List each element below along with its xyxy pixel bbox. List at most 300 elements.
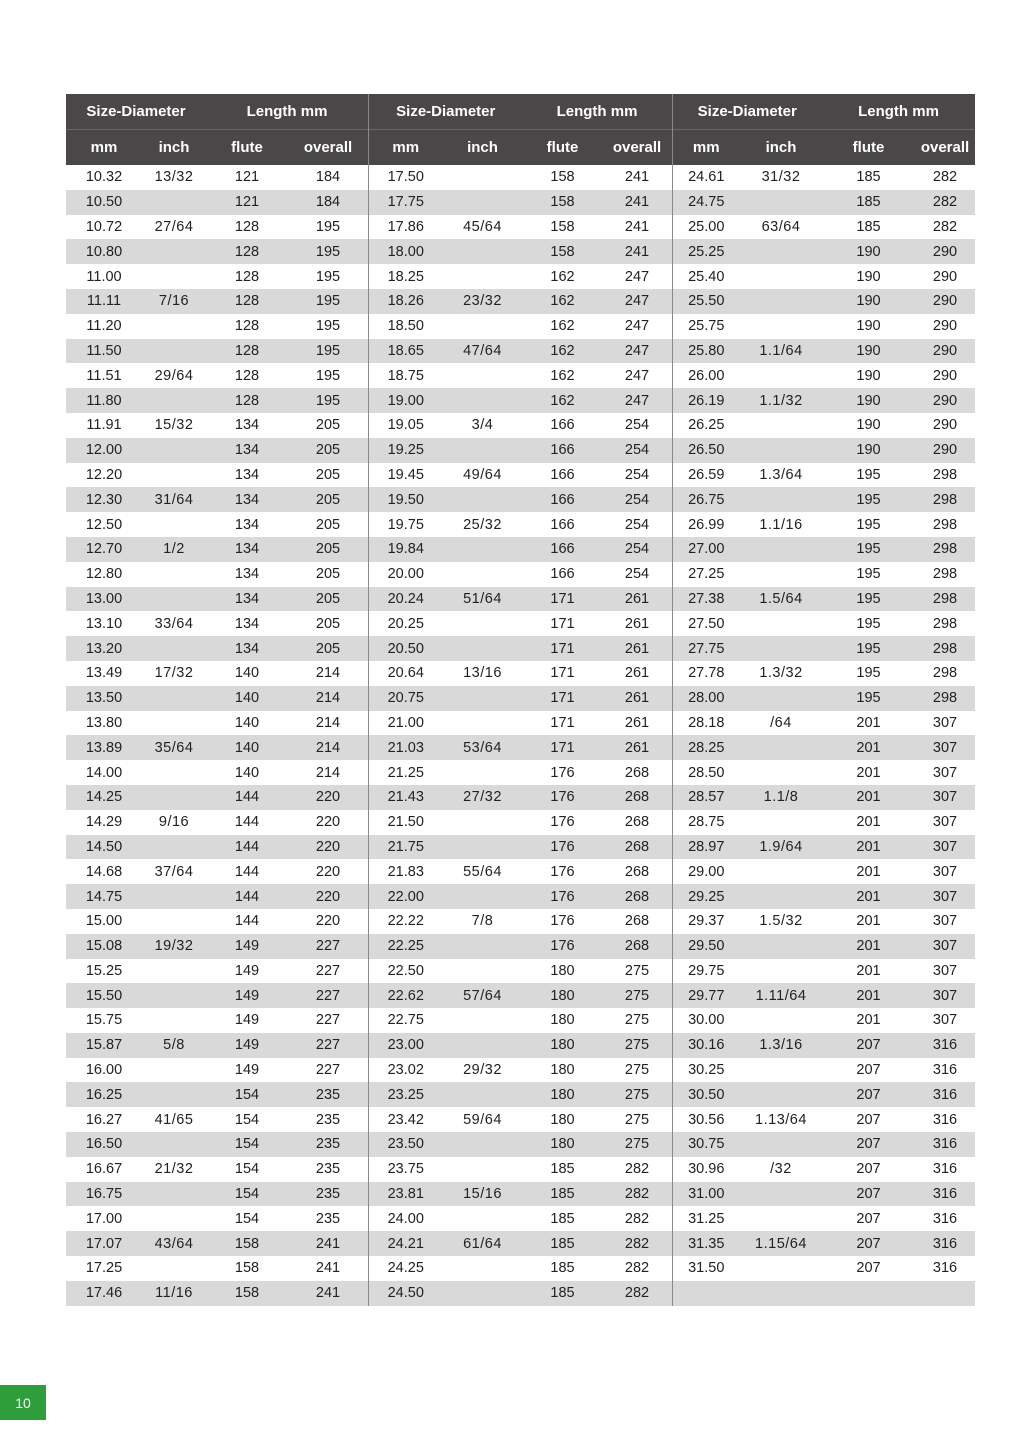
mm-cell: 19.75 <box>369 512 443 537</box>
overall-cell: 290 <box>915 388 975 413</box>
mm-cell: 24.25 <box>369 1256 443 1281</box>
mm-cell: 20.50 <box>369 636 443 661</box>
flute-cell: 180 <box>550 1062 575 1079</box>
mm-cell: 26.00 <box>672 363 740 388</box>
table-row <box>66 264 368 289</box>
inch-cell <box>740 934 822 959</box>
overall-cell: 298 <box>932 516 958 533</box>
inch-cell: 15/16 <box>443 1182 523 1207</box>
mm-cell: 25.80 <box>672 339 740 364</box>
overall-cell: 205 <box>288 438 368 463</box>
overall-cell: 235 <box>288 1082 368 1107</box>
overall-cell: 195 <box>288 239 368 264</box>
mm-cell <box>672 1281 740 1306</box>
mm-cell: 13.50 <box>66 686 142 711</box>
overall-cell: 307 <box>915 785 975 810</box>
overall-cell: 214 <box>315 764 341 781</box>
flute-cell: 185 <box>550 1210 575 1227</box>
inch-cell: 1.15/64 <box>740 1231 822 1256</box>
inch-cell: 1.3/32 <box>759 665 803 682</box>
table-row <box>369 1082 672 1107</box>
table-row <box>672 413 975 438</box>
table-row <box>672 512 975 537</box>
flute-cell: 176 <box>550 814 575 831</box>
inch-cell: 1.1/32 <box>740 388 822 413</box>
table-row <box>369 934 672 959</box>
flute-cell: 128 <box>206 388 288 413</box>
mm-cell: 18.00 <box>369 239 443 264</box>
table-row <box>672 884 975 909</box>
inch-cell: 7/8 <box>471 913 494 930</box>
overall-cell: 268 <box>624 913 650 930</box>
size-table-2 <box>368 94 672 1306</box>
inch-cell <box>443 239 523 264</box>
inch-cell: 21/32 <box>154 1161 194 1178</box>
flute-cell: 158 <box>234 1260 260 1277</box>
table-row <box>369 413 672 438</box>
flute-cell: 207 <box>856 1210 881 1227</box>
flute-cell: 176 <box>550 863 575 880</box>
flute-cell: 154 <box>234 1111 260 1128</box>
overall-cell: 316 <box>915 1082 975 1107</box>
overall-cell: 290 <box>932 417 958 434</box>
mm-cell: 10.32 <box>85 169 123 186</box>
mm-cell: 23.25 <box>369 1082 443 1107</box>
inch-cell <box>142 785 206 810</box>
overall-cell: 195 <box>288 388 368 413</box>
inch-cell <box>443 1157 523 1182</box>
mm-cell: 26.99 <box>672 512 740 537</box>
table-row <box>369 835 672 860</box>
table-row <box>369 1058 672 1083</box>
mm-cell: 20.24 <box>369 587 443 612</box>
mm-cell: 24.00 <box>369 1206 443 1231</box>
flute-cell: 149 <box>206 934 288 959</box>
table-row <box>66 711 368 736</box>
overall-cell: 254 <box>603 438 672 463</box>
flute-cell: 176 <box>523 835 603 860</box>
mm-cell: 13.89 <box>66 735 142 760</box>
table-row <box>672 909 975 934</box>
mm-cell: 30.25 <box>672 1058 740 1083</box>
flute-cell <box>822 1281 915 1306</box>
table-row <box>66 611 368 636</box>
flute-cell: 185 <box>523 1182 603 1207</box>
inch-cell: 1.3/64 <box>759 466 803 483</box>
table-row <box>66 909 368 934</box>
mm-cell: 14.29 <box>85 814 123 831</box>
flute-cell: 185 <box>523 1281 603 1306</box>
table-row <box>369 388 672 413</box>
table-row <box>369 1132 672 1157</box>
overall-cell: 275 <box>624 1012 650 1029</box>
table-row <box>672 959 975 984</box>
table-row <box>369 785 672 810</box>
mm-cell: 27.75 <box>672 636 740 661</box>
flute-cell: 195 <box>822 587 915 612</box>
overall-cell: 261 <box>603 587 672 612</box>
table-row <box>66 1206 368 1231</box>
flute-cell: 207 <box>822 1132 915 1157</box>
overall-cell: 254 <box>603 487 672 512</box>
size-table-1 <box>66 94 368 1306</box>
inch-cell <box>443 1281 523 1306</box>
overall-cell: 254 <box>624 566 650 583</box>
flute-cell: 140 <box>206 735 288 760</box>
flute-cell: 128 <box>234 218 260 235</box>
flute-cell: 195 <box>822 686 915 711</box>
overall-cell: 282 <box>624 1161 650 1178</box>
flute-cell: 154 <box>234 1161 260 1178</box>
flute-cell: 166 <box>523 487 603 512</box>
inch-cell <box>142 835 206 860</box>
mm-cell: 30.50 <box>672 1082 740 1107</box>
overall-cell: 220 <box>288 835 368 860</box>
table-row <box>66 314 368 339</box>
mm-cell: 22.25 <box>369 934 443 959</box>
inch-cell <box>443 884 523 909</box>
flute-cell: 149 <box>206 983 288 1008</box>
table-row <box>369 289 672 314</box>
inch-cell <box>740 636 822 661</box>
mm-cell: 24.61 <box>672 165 740 190</box>
table-row <box>66 1231 368 1256</box>
mm-cell: 23.81 <box>369 1182 443 1207</box>
table-row <box>369 587 672 612</box>
inch-cell <box>142 711 206 736</box>
overall-cell: 316 <box>932 1062 958 1079</box>
inch-cell: 35/64 <box>142 735 206 760</box>
overall-cell: 290 <box>915 289 975 314</box>
flute-cell: 162 <box>523 339 603 364</box>
flute-cell: 166 <box>550 417 575 434</box>
inch-cell: 53/64 <box>443 735 523 760</box>
flute-cell: 162 <box>550 318 575 335</box>
overall-cell: 247 <box>603 339 672 364</box>
mm-cell: 27.38 <box>672 587 740 612</box>
inch-cell <box>443 1132 523 1157</box>
mm-cell: 24.50 <box>369 1281 443 1306</box>
mm-cell: 30.00 <box>672 1008 740 1033</box>
mm-cell: 30.56 <box>672 1107 740 1132</box>
inch-cell <box>740 959 822 984</box>
table-row <box>672 711 975 736</box>
flute-cell: 158 <box>523 190 603 215</box>
table-row <box>66 1256 368 1281</box>
mm-cell: 25.50 <box>672 289 740 314</box>
mm-cell: 16.27 <box>85 1111 123 1128</box>
table-row <box>66 959 368 984</box>
flute-cell: 195 <box>822 537 915 562</box>
mm-cell: 23.02 <box>369 1058 443 1083</box>
mm-cell: 15.75 <box>85 1012 123 1029</box>
table-row <box>66 686 368 711</box>
flute-cell: 201 <box>856 714 881 731</box>
overall-cell: 290 <box>915 438 975 463</box>
flute-cell: 180 <box>523 1132 603 1157</box>
mm-cell: 24.75 <box>672 190 740 215</box>
inch-cell <box>740 562 822 587</box>
inch-header: inch <box>443 130 523 166</box>
inch-cell <box>740 859 822 884</box>
flute-cell: 180 <box>523 1082 603 1107</box>
table-row <box>672 1058 975 1083</box>
overall-cell: 254 <box>624 417 650 434</box>
inch-cell <box>740 735 822 760</box>
inch-cell <box>443 711 523 736</box>
table-row <box>369 215 672 240</box>
flute-cell: 195 <box>856 566 881 583</box>
flute-cell: 162 <box>523 388 603 413</box>
mm-cell: 21.83 <box>369 859 443 884</box>
overall-cell: 275 <box>624 1111 650 1128</box>
inch-cell: 27/64 <box>154 218 194 235</box>
flute-cell: 171 <box>523 636 603 661</box>
inch-cell: 1.3/16 <box>740 1033 822 1058</box>
mm-cell: 27.78 <box>672 661 740 686</box>
mm-cell: 26.25 <box>672 413 740 438</box>
inch-cell <box>142 190 206 215</box>
inch-cell <box>142 909 206 934</box>
length-header: Length mm <box>523 94 672 130</box>
table-row <box>672 537 975 562</box>
inch-cell <box>740 1281 822 1306</box>
mm-cell: 12.20 <box>85 466 123 483</box>
inch-cell <box>740 438 822 463</box>
overall-cell: 220 <box>288 785 368 810</box>
flute-cell: 149 <box>234 1062 260 1079</box>
inch-cell: 29/32 <box>463 1062 502 1079</box>
mm-cell: 10.50 <box>66 190 142 215</box>
flute-cell: 121 <box>234 169 260 186</box>
flute-cell: 195 <box>822 487 915 512</box>
table-row <box>369 959 672 984</box>
inch-cell: 59/64 <box>463 1111 502 1128</box>
mm-cell: 25.00 <box>672 215 740 240</box>
inch-cell <box>443 810 523 835</box>
mm-cell: 15.00 <box>85 913 123 930</box>
overall-cell: 235 <box>315 1111 341 1128</box>
table-row <box>369 1256 672 1281</box>
overall-cell: 261 <box>624 714 650 731</box>
mm-cell: 20.00 <box>369 562 443 587</box>
flute-cell: 207 <box>822 1082 915 1107</box>
inch-cell <box>142 339 206 364</box>
flute-cell: 180 <box>523 983 603 1008</box>
mm-cell: 21.25 <box>369 760 443 785</box>
table-row <box>672 438 975 463</box>
overall-cell: 316 <box>915 1182 975 1207</box>
overall-cell: 275 <box>603 1082 672 1107</box>
flute-cell: 201 <box>856 962 881 979</box>
table-row <box>66 339 368 364</box>
table-row <box>369 1182 672 1207</box>
overall-cell: 220 <box>315 913 341 930</box>
flute-cell: 140 <box>234 764 260 781</box>
inch-cell: 51/64 <box>443 587 523 612</box>
mm-cell: 11.50 <box>66 339 142 364</box>
flute-cell: 201 <box>822 934 915 959</box>
table-row <box>369 735 672 760</box>
overall-cell: 235 <box>288 1182 368 1207</box>
mm-cell: 12.00 <box>66 438 142 463</box>
flute-cell: 166 <box>523 438 603 463</box>
flute-cell: 158 <box>523 239 603 264</box>
table-row <box>672 835 975 860</box>
overall-cell: 298 <box>932 566 958 583</box>
mm-cell: 25.75 <box>672 314 740 339</box>
mm-cell: 17.46 <box>66 1281 142 1306</box>
inch-cell: 55/64 <box>463 863 502 880</box>
inch-cell <box>443 363 523 388</box>
overall-cell: 241 <box>603 239 672 264</box>
overall-cell: 290 <box>915 239 975 264</box>
mm-cell: 28.97 <box>672 835 740 860</box>
overall-cell: 261 <box>624 615 650 632</box>
table-row <box>369 661 672 686</box>
inch-cell <box>142 314 206 339</box>
overall-cell: 195 <box>315 367 341 384</box>
flute-cell: 162 <box>550 367 575 384</box>
table-row <box>66 1107 368 1132</box>
inch-cell <box>443 1033 523 1058</box>
overall-cell: 282 <box>603 1182 672 1207</box>
flute-cell: 180 <box>550 1012 575 1029</box>
flute-cell: 195 <box>856 665 881 682</box>
size-diameter-header: Size-Diameter <box>66 94 206 130</box>
table-row <box>369 165 672 190</box>
mm-cell: 23.75 <box>369 1157 443 1182</box>
inch-cell <box>740 1256 822 1281</box>
inch-cell: 23/32 <box>443 289 523 314</box>
mm-cell: 30.16 <box>672 1033 740 1058</box>
overall-cell: 241 <box>288 1231 368 1256</box>
flute-cell: 207 <box>822 1231 915 1256</box>
overall-header: overall <box>603 130 672 166</box>
inch-cell <box>443 537 523 562</box>
mm-cell: 18.26 <box>369 289 443 314</box>
flute-header: flute <box>206 130 288 166</box>
overall-cell: 195 <box>315 218 341 235</box>
flute-cell: 190 <box>856 367 881 384</box>
overall-cell: 254 <box>624 516 650 533</box>
flute-cell: 180 <box>550 1111 575 1128</box>
inch-header: inch <box>740 130 822 166</box>
flute-cell: 190 <box>856 268 881 285</box>
flute-cell: 144 <box>234 913 260 930</box>
inch-cell <box>740 810 822 835</box>
inch-cell: 57/64 <box>443 983 523 1008</box>
overall-cell: 307 <box>932 863 958 880</box>
overall-cell: 241 <box>603 190 672 215</box>
table-row <box>66 835 368 860</box>
mm-header: mm <box>66 130 142 166</box>
table-row <box>66 562 368 587</box>
mm-cell: 18.65 <box>369 339 443 364</box>
flute-header: flute <box>822 130 915 166</box>
inch-cell <box>142 760 206 785</box>
mm-cell: 21.03 <box>369 735 443 760</box>
inch-cell: 1.13/64 <box>755 1111 807 1128</box>
table-row <box>672 686 975 711</box>
inch-cell: 1.9/64 <box>740 835 822 860</box>
mm-cell: 28.25 <box>672 735 740 760</box>
table-row <box>369 859 672 884</box>
flute-cell: 134 <box>206 636 288 661</box>
inch-cell <box>443 959 523 984</box>
overall-cell: 214 <box>288 735 368 760</box>
inch-cell: 63/64 <box>761 218 801 235</box>
overall-cell: 205 <box>288 487 368 512</box>
mm-cell: 13.49 <box>85 665 123 682</box>
flute-cell: 134 <box>206 438 288 463</box>
overall-cell: 268 <box>603 934 672 959</box>
overall-cell: 307 <box>932 814 958 831</box>
inch-cell: 27/32 <box>443 785 523 810</box>
table-body <box>672 165 975 1306</box>
table-row <box>672 611 975 636</box>
mm-cell: 12.30 <box>66 487 142 512</box>
overall-cell: 298 <box>915 537 975 562</box>
table-row <box>672 1082 975 1107</box>
inch-cell <box>740 1082 822 1107</box>
inch-cell: 61/64 <box>443 1231 523 1256</box>
overall-cell: 195 <box>288 289 368 314</box>
table-row <box>672 1008 975 1033</box>
mm-cell: 13.80 <box>85 714 123 731</box>
overall-cell: 298 <box>932 665 958 682</box>
table-row <box>672 1182 975 1207</box>
table-row <box>66 934 368 959</box>
overall-cell: 261 <box>603 735 672 760</box>
inch-cell: 1.1/16 <box>759 516 803 533</box>
flute-cell: 195 <box>856 466 881 483</box>
flute-cell: 176 <box>523 884 603 909</box>
flute-cell: 201 <box>822 785 915 810</box>
overall-cell: 275 <box>624 962 650 979</box>
mm-cell: 28.75 <box>672 810 740 835</box>
inch-cell <box>740 884 822 909</box>
overall-cell: 227 <box>288 983 368 1008</box>
size-table-3 <box>672 94 976 1306</box>
inch-cell <box>740 239 822 264</box>
mm-cell: 11.00 <box>86 268 122 285</box>
inch-cell <box>443 190 523 215</box>
flute-cell: 201 <box>822 884 915 909</box>
mm-cell: 26.59 <box>672 463 740 488</box>
overall-cell: 316 <box>915 1231 975 1256</box>
mm-cell: 16.67 <box>85 1161 123 1178</box>
mm-cell: 31.25 <box>672 1206 740 1231</box>
mm-cell: 21.75 <box>369 835 443 860</box>
table-row <box>672 1206 975 1231</box>
overall-cell: 205 <box>315 516 341 533</box>
table-row <box>66 587 368 612</box>
overall-cell: 307 <box>915 983 975 1008</box>
table-row <box>369 1281 672 1306</box>
mm-cell: 19.00 <box>369 388 443 413</box>
inch-cell: 1.5/32 <box>759 913 803 930</box>
inch-cell <box>142 1082 206 1107</box>
inch-cell: 25/32 <box>463 516 502 533</box>
inch-cell <box>443 1082 523 1107</box>
inch-cell <box>142 1182 206 1207</box>
mm-cell: 29.37 <box>672 909 740 934</box>
mm-cell: 22.00 <box>369 884 443 909</box>
overall-cell: 307 <box>915 835 975 860</box>
table-row <box>66 289 368 314</box>
mm-cell: 28.50 <box>672 760 740 785</box>
